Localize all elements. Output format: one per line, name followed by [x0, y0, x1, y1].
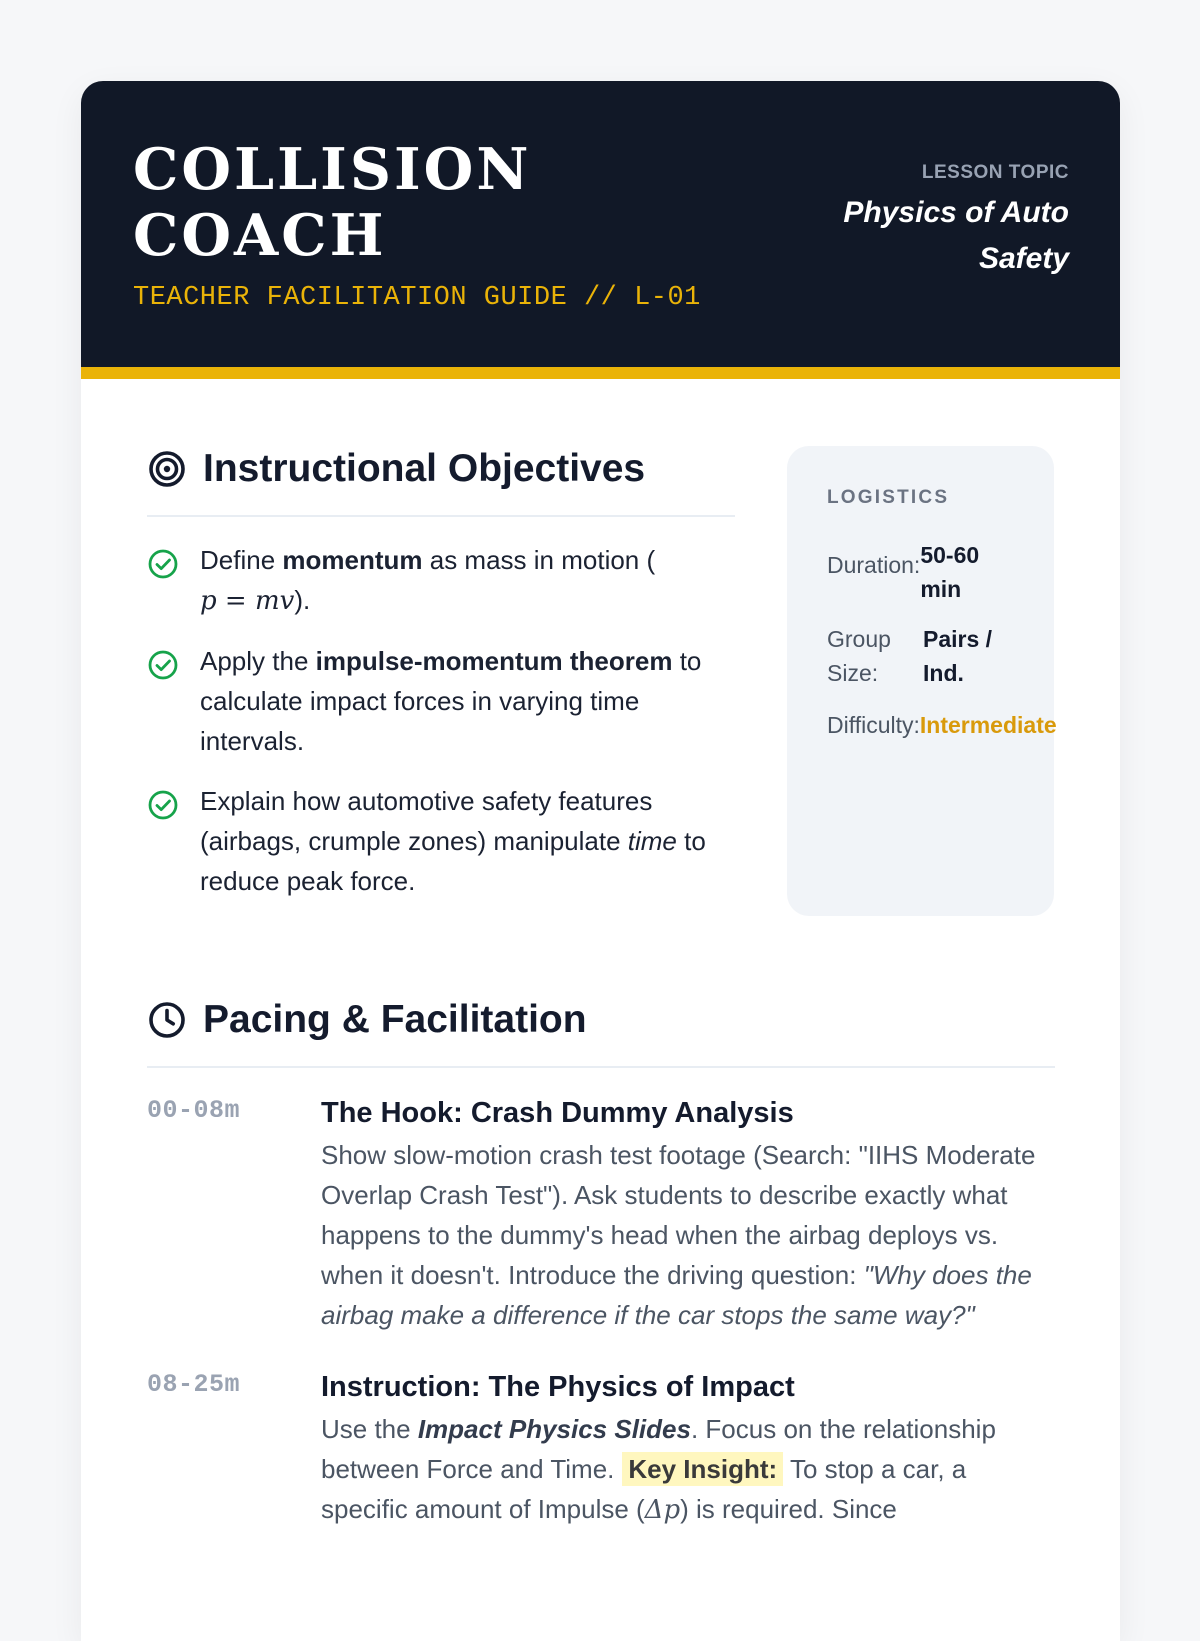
- objectives-heading: [147, 443, 645, 495]
- pacing-divider: [147, 1066, 1055, 1068]
- duration-value-line-1: 50-60: [920, 542, 980, 568]
- lesson-header: [81, 81, 1120, 379]
- pacing-block-title: The Hook: Crash Dummy Analysis: [321, 1097, 794, 1129]
- objective-description: as mass in motion (: [422, 545, 656, 575]
- lesson-guide-card: [81, 81, 1120, 1641]
- clock-icon: [147, 1000, 187, 1040]
- objective-prefix: Explain how automotive safety features (airbags, crumple zones) manipulate: [200, 786, 653, 856]
- difficulty-badge: Intermediate: [919, 712, 1057, 738]
- pacing-block: [147, 1091, 1055, 1335]
- pacing-block-body: [321, 1409, 1055, 1530]
- pacing-block-body: [321, 1135, 1055, 1335]
- impulse-formula: Δp: [644, 1495, 681, 1525]
- duration-value: [920, 538, 979, 606]
- objective-end: ).: [294, 585, 311, 615]
- objective-text: [200, 641, 730, 761]
- lesson-topic-group: [809, 162, 1069, 282]
- pacing-block-intro: Use the: [321, 1414, 418, 1444]
- pacing-list: [147, 1091, 1055, 1560]
- guide-title-line-2: COACH: [133, 202, 387, 269]
- guide-title-line-1: COLLISION: [133, 136, 532, 203]
- lesson-topic-line-2: Safety: [978, 242, 1069, 275]
- duration-label: Duration:: [827, 552, 921, 578]
- guide-subtitle: TEACHER FACILITATION GUIDE // L-01: [133, 283, 701, 313]
- check-circle-icon: [147, 548, 179, 580]
- duration-value-line-2: min: [920, 576, 962, 602]
- lesson-topic-line-1: Physics of Auto: [843, 196, 1069, 229]
- key-insight-continuation: ) is required. Since: [680, 1494, 897, 1524]
- impact-physics-slides: Impact Physics Slides: [417, 1414, 691, 1444]
- time-range: 08-25m: [147, 1370, 241, 1399]
- pacing-title: Pacing & Facilitation: [203, 998, 587, 1041]
- objective-description: to calculate impact forces in varying time intervals.: [200, 646, 702, 756]
- key-insight-badge: Key Insight:: [622, 1452, 783, 1486]
- lesson-topic-label: LESSON TOPIC: [921, 162, 1069, 183]
- group-size-value: [923, 622, 992, 690]
- check-circle-icon: [147, 649, 179, 681]
- group-size-row: [827, 622, 992, 690]
- objective-text: [200, 781, 730, 901]
- pacing-heading: [147, 994, 587, 1046]
- momentum-formula: p = mv: [200, 586, 295, 616]
- objective-emphasis: time: [627, 826, 677, 856]
- guide-title-group: [133, 137, 701, 313]
- objective-item: [147, 641, 737, 761]
- pacing-block-description: Show slow-motion crash test footage (Search: "IIHS Moderate Overlap Crash Test"). Ask students to describe exactly what happens to the dummy's head when the airbag deploys vs. when it doesn't. Introduce the driving question:: [321, 1140, 1036, 1290]
- logistics-title: LOGISTICS: [827, 487, 950, 508]
- objective-item: [147, 781, 737, 901]
- duration-row: [827, 538, 979, 606]
- pacing-content: [321, 1365, 1055, 1530]
- pacing-block-title: Instruction: The Physics of Impact: [321, 1371, 795, 1403]
- target-icon: [147, 449, 187, 489]
- driving-question: "Why does the airbag make a difference if the car stops the same way?": [321, 1260, 1032, 1330]
- group-size-label-line-2: Size:: [827, 660, 879, 686]
- group-size-label-line-1: Group: [827, 626, 891, 652]
- check-circle-icon: [147, 789, 179, 821]
- objective-item: [147, 540, 737, 621]
- logistics-panel: [787, 446, 1057, 916]
- key-insight-text: To stop a car, a specific amount of Impulse (: [321, 1454, 967, 1524]
- time-range: 00-08m: [147, 1096, 241, 1125]
- pacing-block: [147, 1365, 1055, 1530]
- pacing-block-focus: . Focus on the relationship between Force and Time.: [321, 1414, 996, 1484]
- group-size-value-line-1: Pairs /: [923, 626, 993, 652]
- group-size-value-line-2: Ind.: [923, 660, 964, 686]
- difficulty-row: [827, 708, 1057, 742]
- objective-description: to reduce peak force.: [200, 826, 706, 896]
- lesson-topic: [809, 190, 1069, 282]
- objectives-title: Instructional Objectives: [203, 447, 646, 490]
- group-size-label: [827, 622, 923, 690]
- objective-text: [200, 540, 730, 621]
- objective-prefix: Apply the: [200, 646, 316, 676]
- objective-key-term: momentum: [282, 545, 423, 575]
- pacing-content: [321, 1091, 1055, 1335]
- objective-prefix: Define: [200, 545, 283, 575]
- objectives-list: [147, 540, 737, 921]
- objectives-divider: [147, 515, 735, 517]
- difficulty-label: Difficulty:: [827, 712, 920, 738]
- objective-key-term: impulse-momentum theorem: [315, 646, 673, 676]
